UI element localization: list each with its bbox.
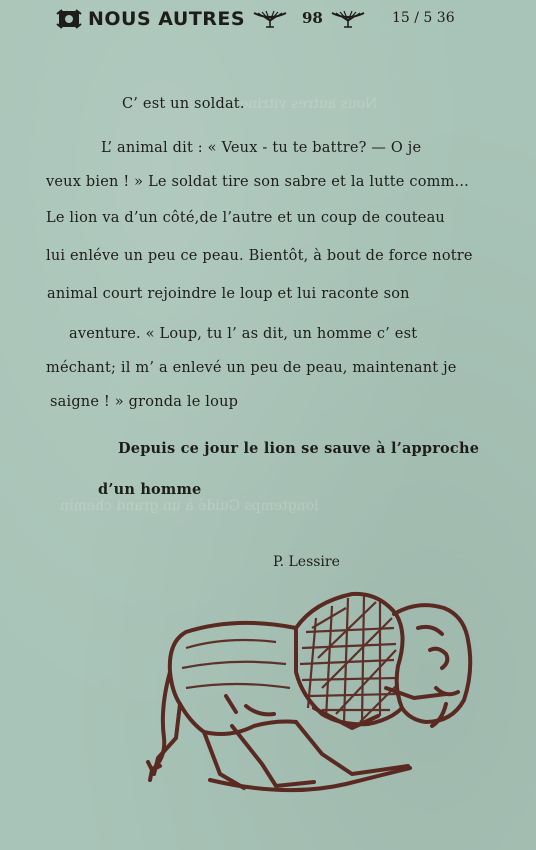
show-through-text: longtemps Guidé à un grand chemin [60, 498, 319, 514]
lion-linocut-icon [146, 588, 486, 804]
author-signature: P. Lessire [273, 554, 340, 570]
text-line-10: Depuis ce jour le lion se sauve à l’approche [118, 440, 480, 457]
flower-ornament-icon [252, 9, 288, 29]
issue-number: 98 [302, 9, 323, 27]
text-line-6: animal court rejoindre le loup et lui raconte son [47, 286, 410, 302]
text-line-11: d’un homme [98, 481, 202, 498]
issue-date: 15 / 5 36 [392, 10, 455, 26]
emblem-icon [56, 8, 82, 30]
page-header [56, 6, 516, 32]
text-line-8: méchant; il m’ a enlevé un peu de peau, maintenant je [46, 360, 457, 376]
text-line-2: L’ animal dit : « Veux - tu te battre? — O je [101, 140, 422, 156]
publication-title: NOUS AUTRES [88, 8, 246, 30]
text-line-3: veux bien ! » Le soldat tire son sabre et la lutte comm... [46, 174, 469, 190]
show-through-text: Nous autres vitrine [240, 96, 378, 112]
text-line-1: C’ est un soldat. [122, 96, 245, 112]
text-line-7: aventure. « Loup, tu l’ as dit, un homme c’ est [69, 326, 418, 342]
text-line-9: saigne ! » gronda le loup [50, 394, 239, 410]
text-line-5: lui enléve un peu ce peau. Bientôt, à bout de force notre [46, 248, 473, 264]
text-line-4: Le lion va d’un côté,de l’autre et un coup de couteau [46, 210, 445, 226]
flower-ornament-icon [330, 9, 366, 29]
